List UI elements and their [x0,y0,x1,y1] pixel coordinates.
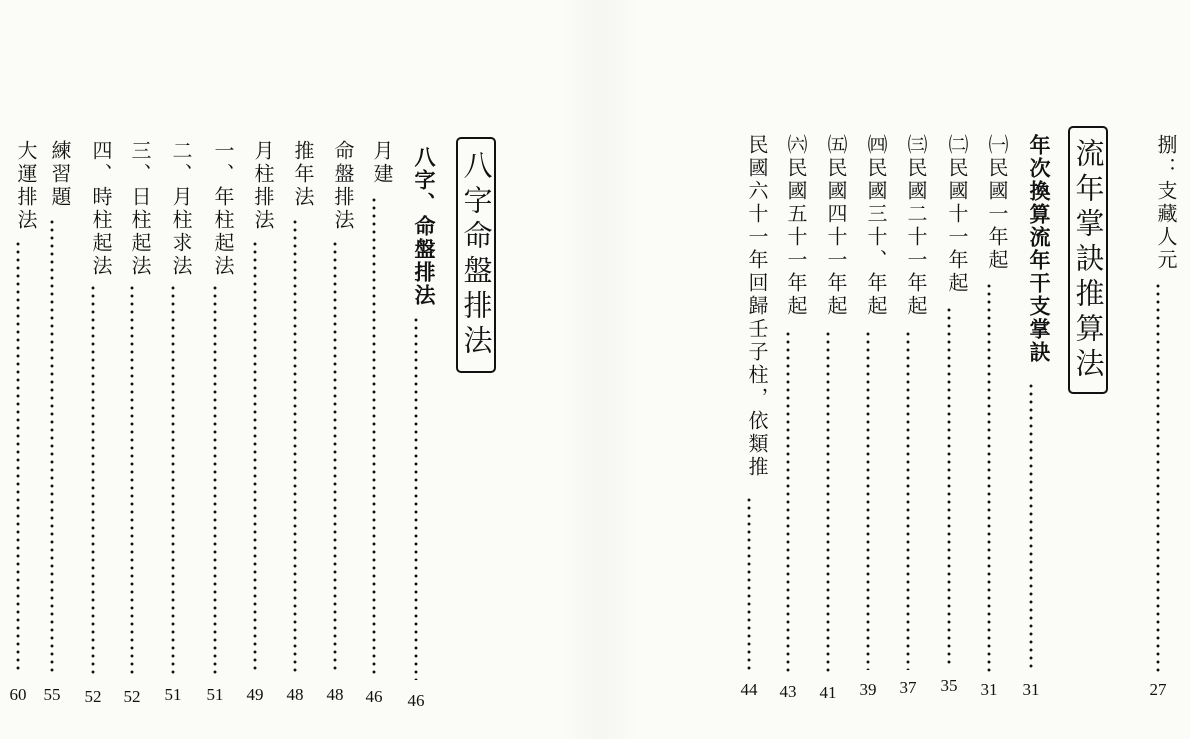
toc-entry-page: 52 [123,687,141,706]
page-gutter [560,0,640,739]
toc-entry-title: ㈤民國四十一年起 [824,134,848,318]
toc-entry-bold-heading[interactable] [1013,0,1049,739]
toc-entry-page: 48 [326,685,344,704]
toc-entry-page: 43 [779,682,797,701]
section-title-box [1068,126,1108,394]
dot-leader [984,282,994,672]
toc-entry-page: 31 [980,680,998,699]
dot-leader [903,330,913,670]
toc-entry-page: 27 [1149,680,1167,699]
toc-entry-page: 39 [859,680,877,699]
dot-leader [330,240,340,672]
toc-entry-title: 八字、命盤排法 [412,146,436,307]
toc-entry-page: 48 [286,685,304,704]
toc-entry-page: 51 [164,685,182,704]
section-title: 八字命盤排法 [459,150,494,360]
toc-entry-title: 月柱排法 [251,140,275,232]
toc-entry-page: 49 [246,685,264,704]
toc-entry-5[interactable] [810,0,846,739]
section-title: 流年掌訣推算法 [1071,137,1106,383]
toc-entry-ri-zhu[interactable] [114,0,150,739]
dot-leader [13,240,23,672]
toc-entry-7[interactable] [731,0,767,739]
toc-entry-bold-heading[interactable] [398,0,434,739]
toc-entry-3[interactable] [890,0,926,739]
dot-leader [168,284,178,674]
toc-entry-title: 捌：支藏人元 [1154,134,1178,272]
toc-entry-zhi-cang-ren-yuan[interactable] [1140,0,1176,739]
toc-entry-yue-zhu-qiu[interactable] [155,0,191,739]
toc-entry-title: 大運排法 [14,140,38,232]
toc-entry-shi-zhu[interactable] [75,0,111,739]
toc-entry-title: ㈥民國五十一年起 [784,134,808,318]
toc-entry-title: 命盤排法 [331,140,355,232]
dot-leader [411,316,421,680]
section-title-box [456,137,496,373]
toc-entry-title: ㈣民國三十、年起 [864,134,888,318]
dot-leader [250,240,260,672]
dot-leader [744,496,754,672]
toc-entry-nian-zhu[interactable] [197,0,233,739]
toc-entry-page: 52 [84,687,102,706]
toc-entry-1[interactable] [971,0,1007,739]
dot-leader [369,196,379,676]
toc-entry-page: 46 [365,687,383,706]
dot-leader [1026,382,1036,672]
dot-leader [1153,282,1163,672]
dot-leader [863,330,873,670]
toc-entry-title: 練習題 [48,140,72,209]
dot-leader [47,218,57,672]
toc-entry-title: 二、月柱求法 [169,140,193,278]
dot-leader [127,284,137,676]
toc-entry-title: 月建 [370,140,394,186]
toc-entry-title: 民國六十一年回歸壬子柱，依類推 [745,134,769,479]
toc-entry-tui-nian[interactable] [277,0,313,739]
toc-entry-title: ㈢民國二十一年起 [904,134,928,318]
toc-entry-yue-zhu[interactable] [237,0,273,739]
dot-leader [783,330,793,672]
toc-entry-da-yun[interactable] [0,0,36,739]
toc-entry-page: 55 [43,685,61,704]
toc-entry-page: 51 [206,685,224,704]
toc-entry-title: ㈡民國十一年起 [945,134,969,295]
toc-entry-title: 一、年柱起法 [211,140,235,278]
toc-entry-page: 31 [1022,680,1040,699]
dot-leader [290,218,300,672]
toc-entry-page: 46 [407,691,425,710]
dot-leader [823,330,833,672]
toc-entry-title: 四、時柱起法 [89,140,113,278]
toc-entry-page: 60 [9,685,27,704]
toc-entry-title: ㈠民國一年起 [985,134,1009,272]
toc-entry-title: 三、日柱起法 [128,140,152,278]
toc-entry-ming-pan[interactable] [317,0,353,739]
dot-leader [944,306,954,666]
toc-entry-title: 年次換算流年干支掌訣 [1027,134,1051,364]
dot-leader [88,284,98,676]
dot-leader [210,284,220,674]
toc-entry-4[interactable] [850,0,886,739]
toc-entry-page: 35 [940,676,958,695]
toc-entry-6[interactable] [770,0,806,739]
toc-entry-page: 41 [819,683,837,702]
toc-entry-page: 37 [899,678,917,697]
toc-entry-page: 44 [740,680,758,699]
toc-entry-2[interactable] [931,0,967,739]
toc-entry-title: 推年法 [291,140,315,209]
toc-entry-yue-jian[interactable] [356,0,392,739]
toc-entry-lian-xi[interactable] [34,0,70,739]
